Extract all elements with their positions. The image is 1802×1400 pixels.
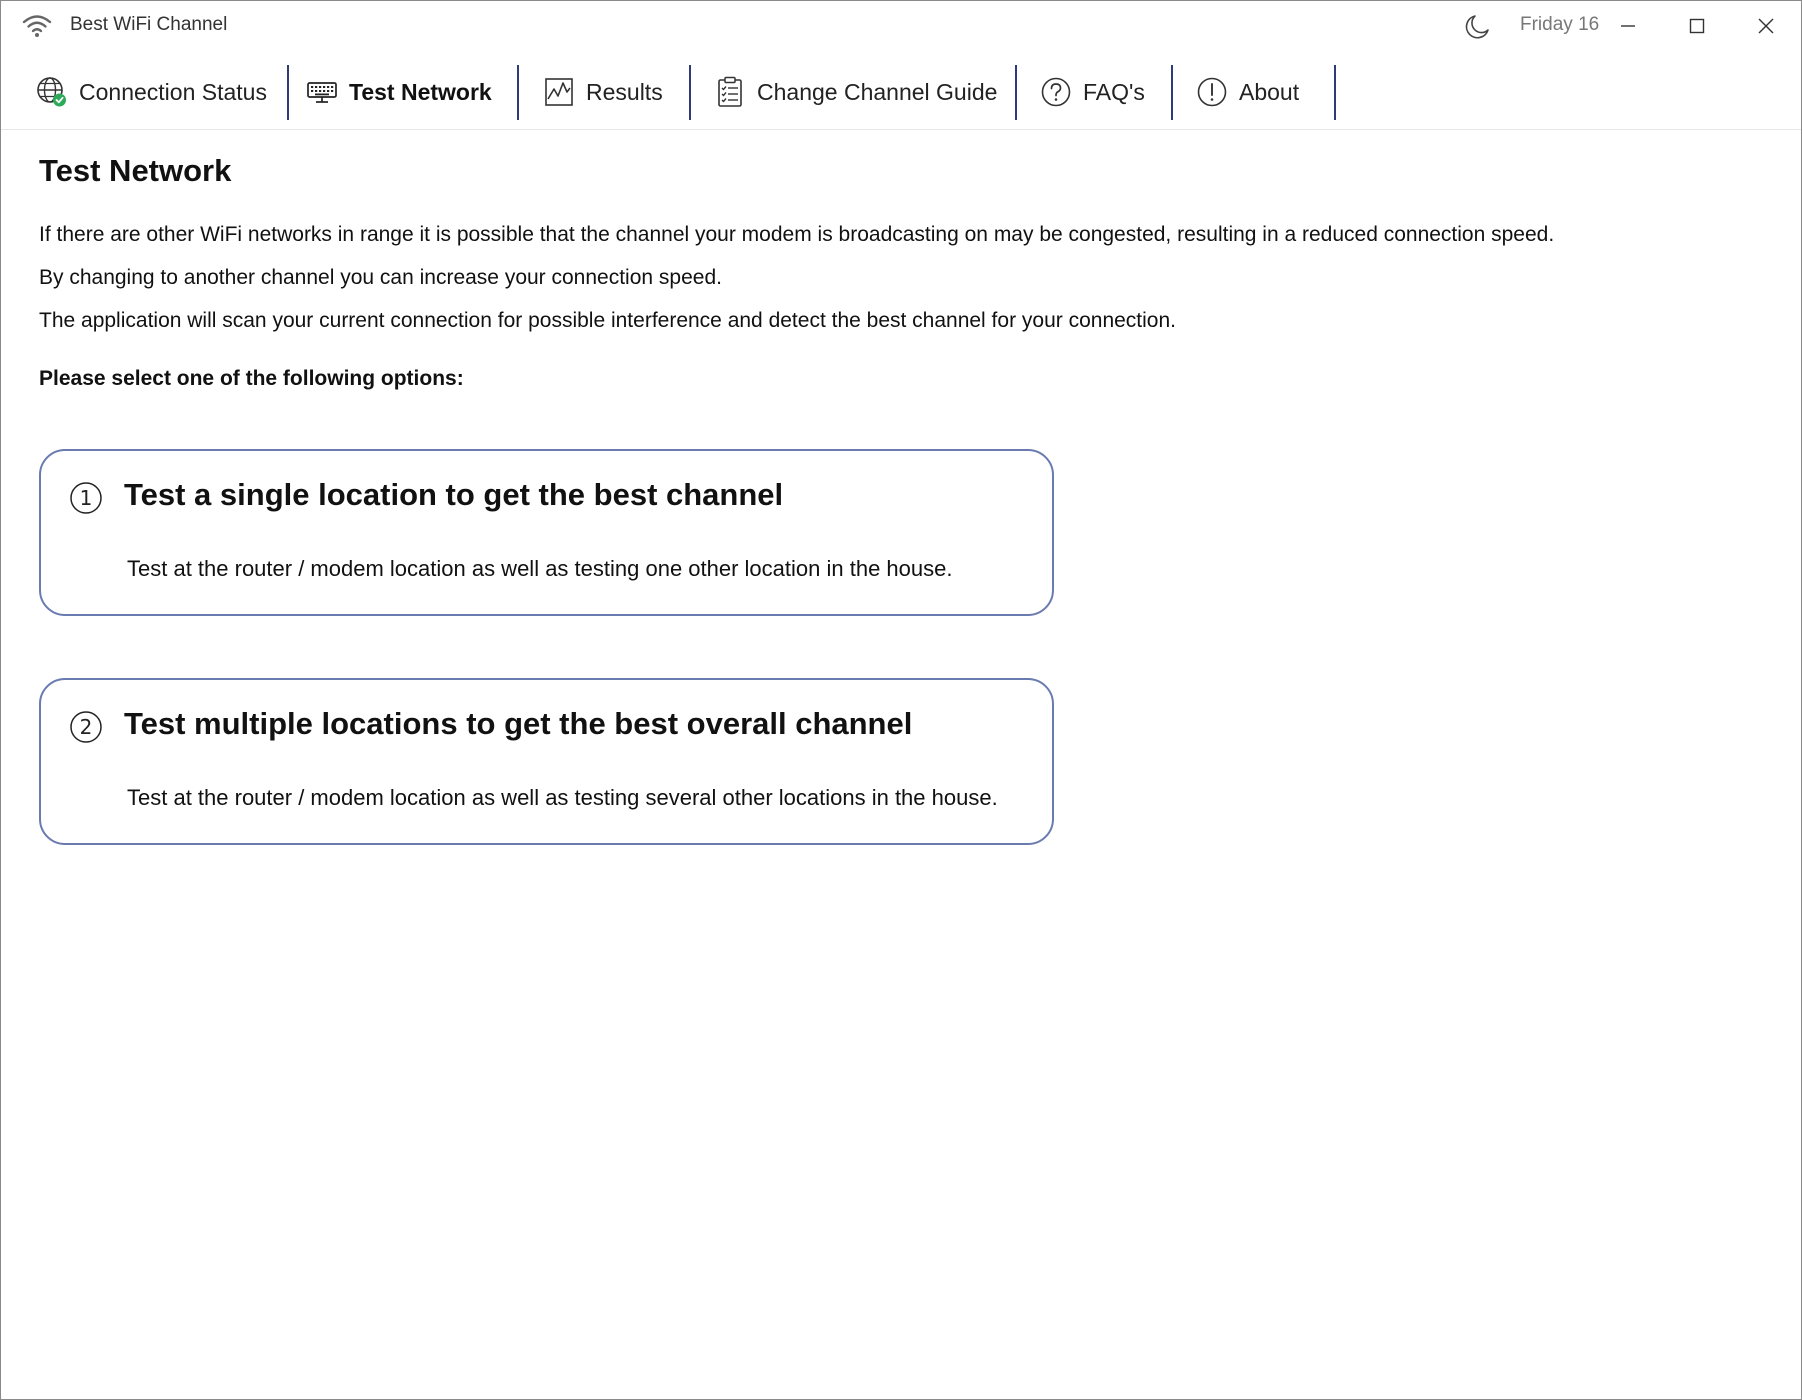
date-label: Friday 16 [1520,14,1600,35]
nav-separator [517,65,519,120]
nav-label-test-network: Test Network [349,78,492,105]
option-title: Test a single location to get the best channel [124,477,784,512]
minimize-button[interactable] [1598,1,1658,51]
nav-separator [1171,65,1173,120]
intro-paragraph: By changing to another channel you can increase your connection speed. [39,266,722,289]
option-multiple-locations-button[interactable] [39,678,1054,845]
nav-label-connection-status: Connection Status [79,78,267,105]
nav-separator [689,65,691,120]
keyboard-monitor-icon [305,75,339,109]
nav-bar [1,51,1801,130]
nav-results[interactable] [542,63,663,121]
circled-number-icon [69,481,103,515]
question-circle-icon [1039,75,1073,109]
option-title: Test multiple locations to get the best overall channel [124,706,913,741]
clipboard-checklist-icon [713,75,747,109]
circled-number-icon [69,710,103,744]
nav-label-change-channel-guide: Change Channel Guide [757,78,998,105]
nav-about[interactable] [1195,63,1299,121]
wifi-icon [21,13,53,39]
nav-change-channel-guide[interactable] [713,63,997,121]
close-icon [1757,17,1775,35]
close-button[interactable] [1736,1,1796,51]
intro-paragraph: If there are other WiFi networks in range it is possible that the channel your modem is broadcasting on may be congested, resulting in a reduced connection speed. [39,223,1555,246]
chart-line-icon [542,75,576,109]
nav-test-network[interactable] [305,63,492,121]
option-description: Test at the router / modem location as well as testing several other locations in the house. [127,785,998,810]
option-number: 2 [79,715,93,739]
nav-separator [1015,65,1017,120]
title-bar [1,1,1801,51]
nav-label-faqs: FAQ's [1083,78,1145,105]
nav-separator [287,65,289,120]
option-description: Test at the router / modem location as well as testing one other location in the house. [127,556,953,581]
nav-separator [1334,65,1336,120]
nav-label-about: About [1239,78,1300,105]
option-single-location-button[interactable] [39,449,1054,616]
nav-faqs[interactable] [1039,63,1145,121]
maximize-icon [1688,17,1706,35]
options-prompt: Please select one of the following options: [39,367,464,390]
moon-icon[interactable] [1463,11,1493,41]
maximize-button[interactable] [1667,1,1727,51]
option-number: 1 [79,486,93,510]
page-title: Test Network [39,153,232,188]
intro-paragraph: The application will scan your current connection for possible interference and detect the best channel for your connection. [39,309,1176,332]
globe-check-icon [35,75,69,109]
nav-label-results: Results [586,78,663,105]
exclamation-circle-icon [1195,75,1229,109]
window-title: Best WiFi Channel [70,14,228,35]
nav-connection-status[interactable] [35,63,267,121]
minimize-icon [1619,17,1637,35]
